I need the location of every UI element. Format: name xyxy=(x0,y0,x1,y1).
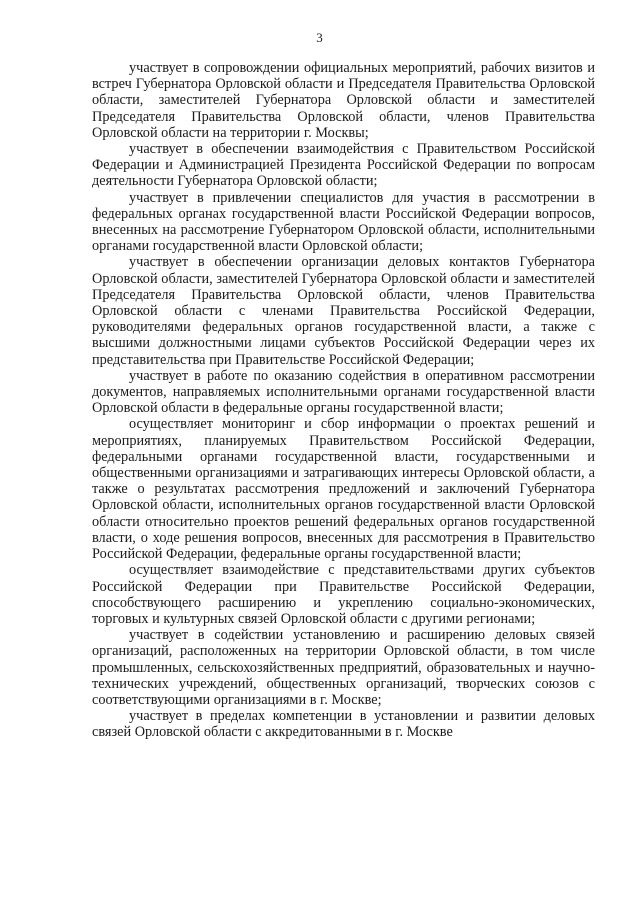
paragraph-1: участвует в сопровождении официальных мероприятий, рабочих визитов и встреч Губернатора Орловской области и Председателя Правительства Орловской области, заместителей Губернатора Орловской области и заместителей Председателя Правительства Орловской области, членов Правительства Орловской области на территории г. Москвы; xyxy=(92,60,595,141)
page-number: 3 xyxy=(316,30,323,45)
paragraph-8: участвует в содействии установлению и расширению деловых связей организаций, расположенных на территории Орловской области, в том числе промышленных, сельскохозяйственных предприятий, образовательных и научно-технических учреждений, общественных организаций, творческих союзов с соответствующими организациями в г. Москве; xyxy=(92,627,595,708)
paragraph-5: участвует в работе по оказанию содействия в оперативном рассмотрении документов, направляемых исполнительными органами государственной власти Орловской области в федеральные органы государственной власти; xyxy=(92,367,595,417)
paragraph-2: участвует в обеспечении взаимодействия с Правительством Российской Федерации и Администрацией Президента Российской Федерации по вопросам деятельности Губернатора Орловской области; xyxy=(92,141,595,190)
document-body xyxy=(92,60,595,741)
paragraph-7: осуществляет взаимодействие с представительствами других субъектов Российской Федерации при Правительстве Российской Федерации, способствующего расширению и укреплению социально-экономических, торговых и культурных связей Орловской области с другими регионами; xyxy=(92,562,595,627)
paragraph-6: осуществляет мониторинг и сбор информации о проектах решений и мероприятиях, планируемых Правительством Российской Федерации, федеральными органами государственной власти, государственными и общественными организациями и затрагивающих интересы Орловской области, а также о результатах рассмотрения предложений и заключений Губернатора Орловской области, исполнительных органов государственной власти Орловской области относительно проектов решений федеральных органов государственной власти, о ходе решения вопросов, внесенных для рассмотрения в Правительство Российской Федерации, федеральные органы государственной власти; xyxy=(92,416,595,563)
paragraph-3: участвует в привлечении специалистов для участия в рассмотрении в федеральных органах государственной власти Российской Федерации вопросов, внесенных на рассмотрение Губернатором Орловской области, исполнительными органами государственной власти Орловской области; xyxy=(92,189,595,255)
paragraph-9: участвует в пределах компетенции в установлении и развитии деловых связей Орловской области с аккредитованными в г. Москве xyxy=(92,708,595,741)
paragraph-4: участвует в обеспечении организации деловых контактов Губернатора Орловской области, заместителей Губернатора Орловской области и заместителей Председателя Правительства Орловской области, членов Правительства Орловской области с членами Правительства Российской Федерации, руководителями федеральных органов государственной власти, а также с высшими должностными лицами субъектов Российской Федерации через их представительства при Правительстве Российской Федерации; xyxy=(92,254,595,368)
